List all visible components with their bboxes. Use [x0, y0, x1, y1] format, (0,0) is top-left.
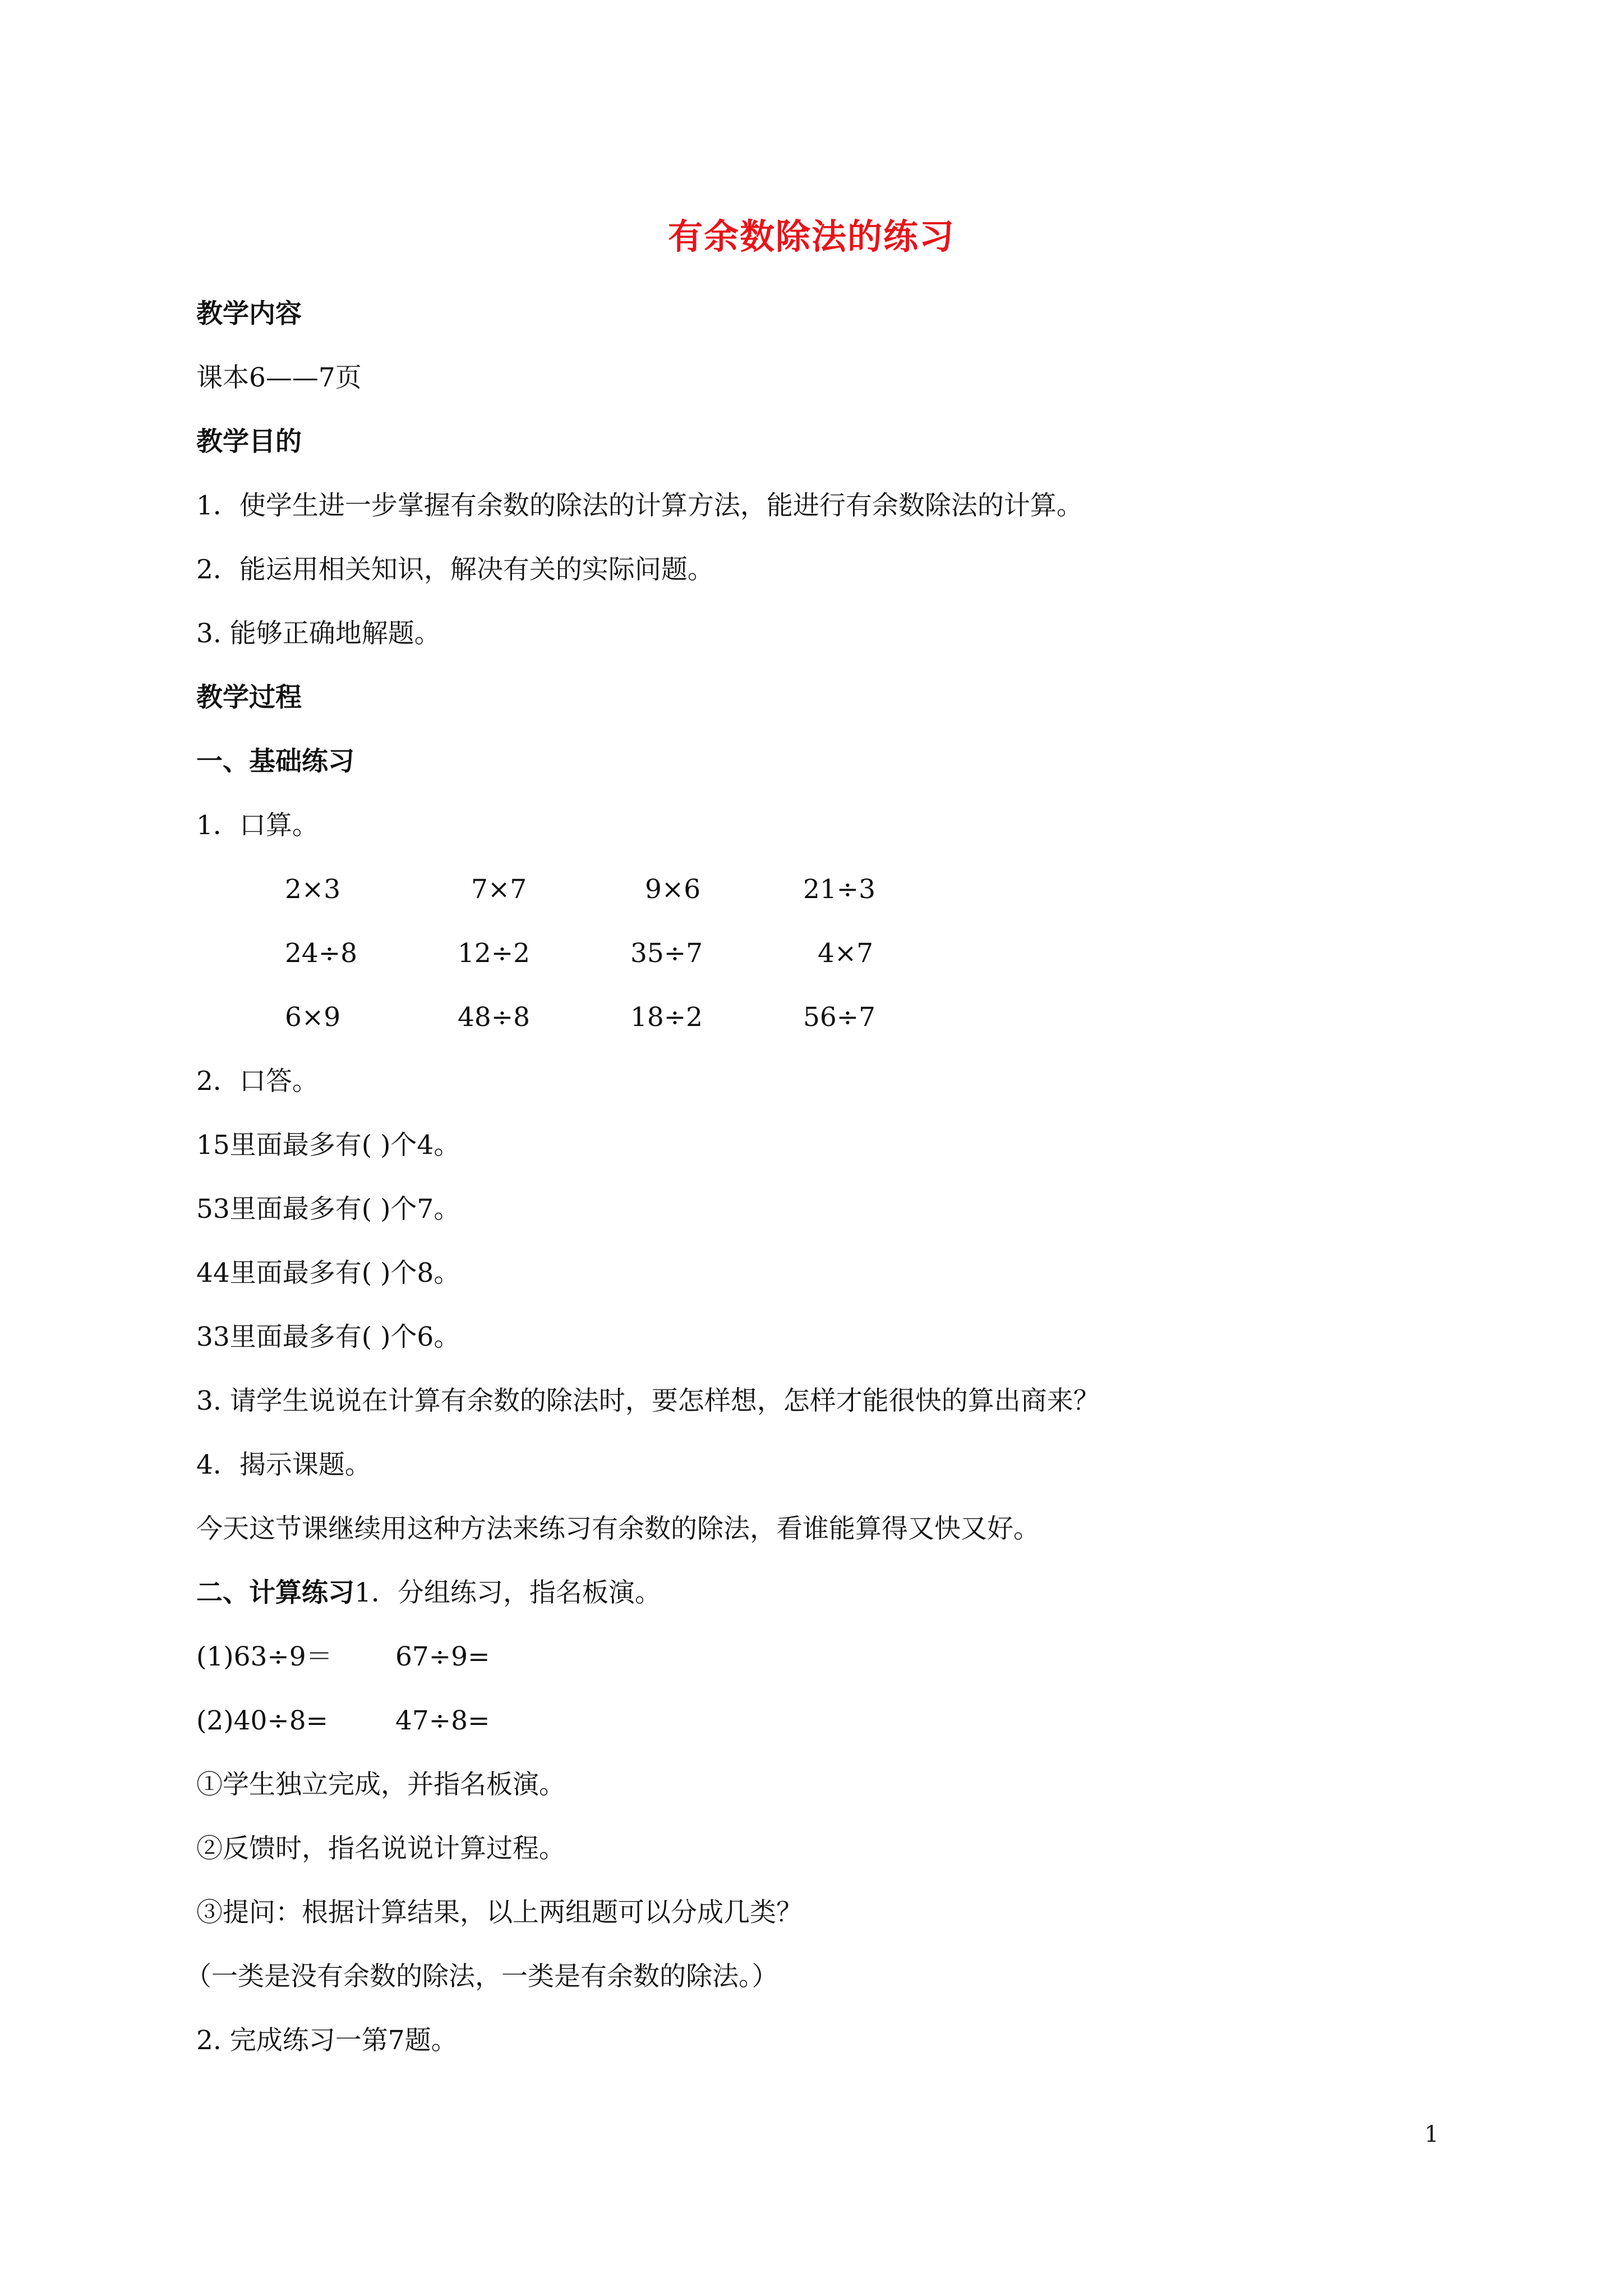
objective-item: 3. 能够正确地解题。 — [196, 618, 441, 649]
calc-cell: 7×7 — [471, 874, 527, 905]
calc-cell: 48÷8 — [458, 1002, 531, 1033]
step-note: （一类是没有余数的除法，一类是有余数的除法。） — [185, 1961, 778, 1992]
item-3: 3. 请学生说说在计算有余数的除法时，要怎样想，怎样才能很快的算出商来？ — [196, 1386, 1100, 1416]
calc-cell: 9×6 — [645, 874, 701, 905]
calc-cell: 2×3 — [285, 874, 341, 905]
section2-line — [196, 1576, 661, 1610]
group-exercise: (2)40÷8= — [196, 1705, 329, 1736]
page-number: 1 — [1424, 2122, 1439, 2147]
calc-cell: 21÷3 — [803, 874, 876, 905]
calc-cell: 12÷2 — [458, 938, 531, 969]
group-exercise: (1)63÷9＝ — [196, 1641, 333, 1672]
objective-item: 1．使学生进一步掌握有余数的除法的计算方法，能进行有余数除法的计算。 — [196, 490, 1083, 521]
group-exercise: 47÷8= — [395, 1705, 490, 1736]
calc-cell: 24÷8 — [285, 938, 358, 969]
calc-cell: 56÷7 — [803, 1002, 876, 1033]
step-item: ②反馈时，指名说说计算过程。 — [196, 1833, 565, 1864]
step-item: ③提问：根据计算结果，以上两组题可以分成几类？ — [196, 1897, 803, 1928]
calc-cell: 6×9 — [285, 1002, 341, 1033]
heading-teaching-content: 教学内容 — [196, 298, 302, 329]
heading-basic-practice: 一、基础练习 — [196, 746, 354, 777]
heading-calculation-practice: 二、计算练习 — [196, 1577, 354, 1608]
document-title: 有余数除法的练习 — [667, 216, 955, 257]
oral-answer-item: 44里面最多有( )个8。 — [196, 1258, 460, 1289]
calc-cell: 18÷2 — [630, 1002, 703, 1033]
final-item: 2. 完成练习一第7题。 — [196, 2025, 458, 2056]
section2-first-item: 1．分组练习，指名板演。 — [354, 1577, 661, 1608]
oral-answer-item: 53里面最多有( )个7。 — [196, 1194, 460, 1225]
oral-answer-label: 2．口答。 — [196, 1066, 319, 1097]
heading-teaching-process: 教学过程 — [196, 682, 302, 713]
group-exercise: 67÷9= — [395, 1641, 490, 1672]
item-4: 4．揭示课题。 — [196, 1450, 371, 1480]
objective-item: 2．能运用相关知识，解决有关的实际问题。 — [196, 554, 714, 585]
step-item: ①学生独立完成，并指名板演。 — [196, 1769, 565, 1800]
textbook-pages: 课本6——7页 — [196, 362, 362, 393]
calc-cell: 4×7 — [818, 938, 874, 969]
lesson-intro: 今天这节课继续用这种方法来练习有余数的除法，看谁能算得又快又好。 — [196, 1513, 1040, 1544]
calc-cell: 35÷7 — [630, 938, 703, 969]
oral-calculation-label: 1．口算。 — [196, 810, 319, 841]
oral-answer-item: 33里面最多有( )个6。 — [196, 1322, 460, 1352]
oral-answer-item: 15里面最多有( )个4。 — [196, 1130, 460, 1161]
heading-teaching-objectives: 教学目的 — [196, 426, 302, 457]
